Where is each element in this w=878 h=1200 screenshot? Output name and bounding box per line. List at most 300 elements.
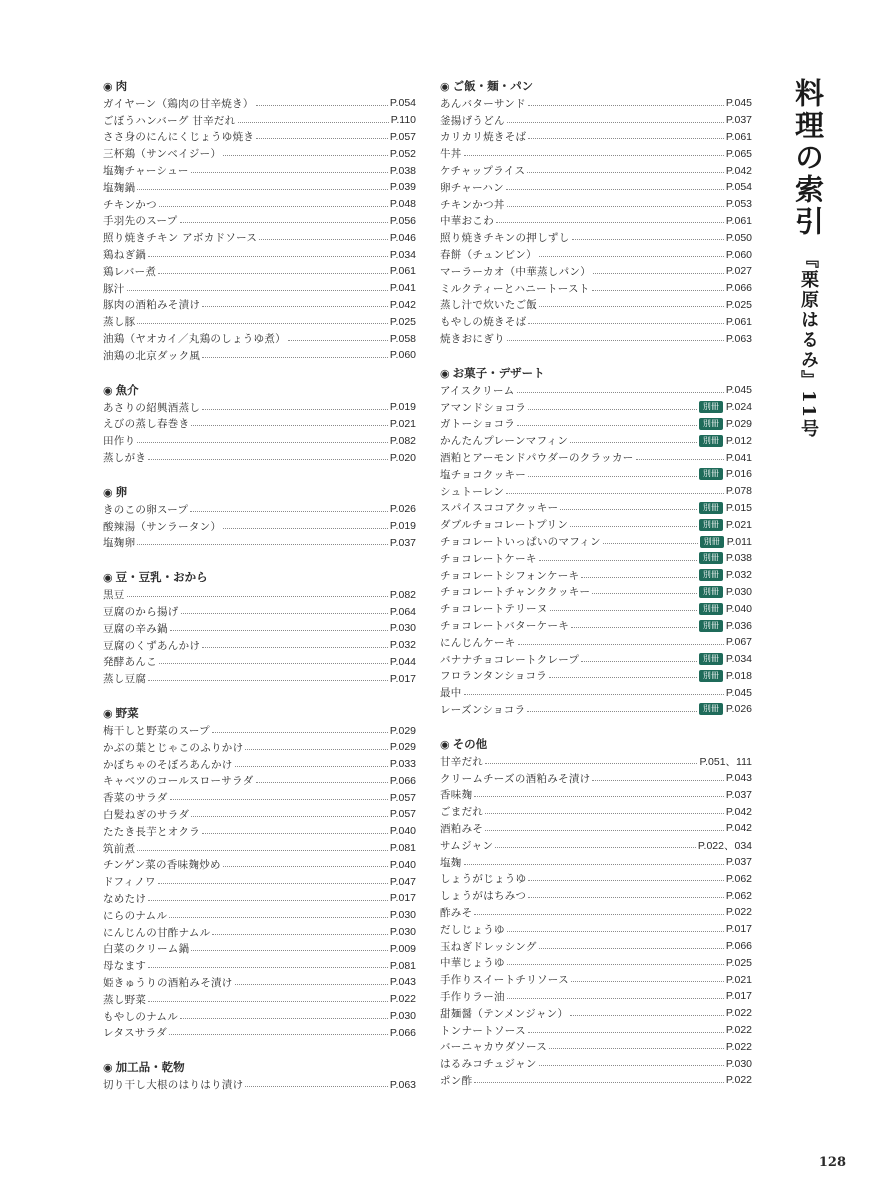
dot-leader [191,950,388,951]
supplement-badge: 別冊 [699,519,723,531]
page-ref: P.016 [725,468,752,481]
dot-leader [603,543,698,544]
dot-leader [235,766,388,767]
page-ref: P.040 [389,825,416,838]
page-ref: P.025 [389,315,416,328]
section-heading-label: ご飯・麺・パン [452,79,534,93]
recipe-name: 蒸し汁で炊いたご飯 [440,299,538,312]
dot-leader [474,1082,724,1083]
index-entry [440,263,752,280]
dot-leader [464,864,724,865]
page-ref: P.041 [725,451,752,464]
page-ref: P.038 [389,164,416,177]
dot-leader [592,290,724,291]
recipe-name: 中華おこわ [440,215,494,228]
index-entry [440,1038,752,1055]
page-ref: P.058 [389,332,416,345]
dot-leader [528,880,724,881]
recipe-name: 発酵あんこ [103,656,157,669]
recipe-name: 香味麹 [440,789,473,802]
recipe-name: 筑前煮 [103,842,136,855]
dot-leader [159,206,388,207]
dot-leader [592,780,723,781]
dot-leader [506,493,724,494]
recipe-name: ケチャップライス [440,165,526,178]
page-ref: P.061 [725,130,752,143]
page-ref: P.045 [725,384,752,397]
dot-leader [170,630,388,631]
section-heading [103,569,416,586]
index-entry [103,1024,416,1041]
index-entry [440,567,752,584]
recipe-name: 手作りラー油 [440,990,505,1003]
dot-leader [570,1015,724,1016]
dot-leader [137,189,388,190]
dot-leader [528,476,697,477]
recipe-name: 春餅（チュンビン） [440,249,537,262]
recipe-name: 豆腐のくずあんかけ [103,639,201,652]
supplement-badge: 別冊 [700,536,724,548]
page-ref: P.015 [725,501,752,514]
dot-leader [539,256,724,257]
dot-leader [539,306,724,307]
index-entry [103,246,416,263]
index-entry [440,954,752,971]
page-ref: P.054 [389,97,416,110]
dot-leader [202,306,388,307]
dot-leader [202,409,388,410]
section-heading [103,705,416,722]
index-entry [440,483,752,500]
recipe-name: 最中 [440,687,462,700]
index-entry [440,313,752,330]
recipe-name: 釜揚げうどん [440,114,505,127]
section-heading-label: 魚介 [115,382,139,397]
index-entry [103,974,416,991]
page-ref: P.036 [725,619,752,632]
recipe-name: 香菜のサラダ [103,792,168,805]
index-column-right [440,78,752,1107]
section-bullet-icon: ◉ [103,383,113,397]
recipe-name: ガイヤーン（鶏肉の甘辛焼き） [103,97,254,110]
dot-leader [235,984,388,985]
page-ref: P.042 [389,298,416,311]
page-ref: P.022 [725,1007,752,1020]
page-ref: P.063 [389,1078,416,1091]
page-ref: P.045 [725,97,752,110]
dot-leader [528,323,724,324]
supplement-badge: 別冊 [699,418,723,430]
page-ref: P.027 [725,265,752,278]
page-ref: P.018 [725,669,752,682]
dot-leader [592,593,697,594]
index-entry [440,280,752,297]
index-entry [103,95,416,112]
section-heading-label: その他 [452,736,488,751]
page-ref: P.022 [389,993,416,1006]
index-entry [440,516,752,533]
recipe-name: チョコレートシフォンケーキ [440,569,580,582]
section-bullet-icon: ◉ [103,707,113,721]
dot-leader [137,442,388,443]
recipe-name: 蒸し豆腐 [103,673,147,686]
recipe-name: あさりの紹興酒蒸し [103,401,201,414]
index-entry [440,229,752,246]
page-ref: P.057 [389,808,416,821]
recipe-name: 蒸し豚 [103,316,136,329]
dot-leader [550,610,697,611]
page-ref: P.065 [725,147,752,160]
index-entry [103,890,416,907]
recipe-name: 田作り [103,435,136,448]
section-heading-label: 加工品・乾物 [115,1060,185,1075]
recipe-name: 焼きおにぎり [440,333,505,346]
recipe-name: シュトーレン [440,485,505,498]
dot-leader [148,900,388,901]
dot-leader [570,442,697,443]
index-entry [440,634,752,651]
index-entry [440,246,752,263]
recipe-name: チョコレートいっぱいのマフィン [440,536,601,549]
page-ref: P.022 [725,1074,752,1087]
recipe-name: あんバターサンド [440,97,526,110]
dot-leader [464,694,724,695]
index-entry [440,416,752,433]
recipe-name: えびの蒸し春巻き [103,418,190,431]
page-ref: P.060 [389,349,416,362]
page-ref: P.042 [725,164,752,177]
index-section [440,365,752,718]
index-entry [440,1022,752,1039]
index-entry [103,722,416,739]
index-entry [440,399,752,416]
index-entry [103,1076,416,1093]
section-bullet-icon: ◉ [440,737,450,751]
index-entry [103,1008,416,1025]
section-bullet-icon: ◉ [103,1061,113,1075]
dot-leader [636,459,724,460]
recipe-name: 白菜のクリーム鍋 [103,943,190,956]
index-entry [103,586,416,603]
index-entry [440,297,752,314]
dot-leader [259,239,388,240]
supplement-badge: 別冊 [699,620,723,632]
recipe-name: 黒豆 [103,589,125,602]
recipe-name: 白髪ねぎのサラダ [103,808,190,821]
dot-leader [170,799,388,800]
index-section [103,705,416,1041]
page-ref: P.060 [725,248,752,261]
recipe-name: ガトーショコラ [440,418,516,431]
dot-leader [169,917,388,918]
index-entry [440,668,752,685]
recipe-name: ポン酢 [440,1074,473,1087]
dot-leader [485,763,697,764]
page-ref: P.053 [725,198,752,211]
page-ref: P.064 [389,605,416,618]
section-heading-label: 肉 [115,79,128,93]
index-section [103,78,416,364]
section-heading-label: 野菜 [115,706,139,721]
dot-leader [148,680,388,681]
index-entry [440,971,752,988]
dot-leader [474,914,724,915]
recipe-name: バナナチョコレートクレープ [440,653,580,666]
index-entry [440,1005,752,1022]
page-ref: P.081 [389,959,416,972]
page-ref: P.025 [725,298,752,311]
index-entry [440,432,752,449]
page-ref: P.034 [389,248,416,261]
page-subtitle: 『栗原はるみ』11号 [798,250,819,440]
section-bullet-icon: ◉ [103,485,113,499]
dot-leader [202,647,388,648]
dot-leader [572,239,724,240]
index-entry [103,991,416,1008]
recipe-name: にらのナムル [103,909,168,922]
recipe-name: カリカリ焼きそば [440,131,527,144]
index-entry [103,823,416,840]
recipe-name: かぼちゃのそぼろあんかけ [103,758,233,771]
recipe-name: マーラーカオ（中華蒸しパン） [440,265,591,278]
dot-leader [288,340,388,341]
page-ref: P.029 [725,417,752,430]
index-entry [440,330,752,347]
index-entry [103,940,416,957]
index-entry [103,263,416,280]
index-entry [440,95,752,112]
recipe-name: 牛丼 [440,148,462,161]
recipe-name: 酒粕みそ [440,822,484,835]
recipe-name: 中華じょうゆ [440,957,505,970]
index-entry [440,904,752,921]
index-entry [103,432,416,449]
index-entry [103,179,416,196]
index-entry [440,533,752,550]
dot-leader [181,613,388,614]
recipe-name: 塩麹鍋 [103,181,136,194]
dot-leader [593,273,724,274]
index-section [103,1059,416,1093]
index-entry [103,297,416,314]
index-entry [440,213,752,230]
page-ref: P.030 [725,1057,752,1070]
supplement-badge: 別冊 [699,653,723,665]
recipe-name: チョコレートチャンククッキー [440,586,591,599]
dot-leader [148,967,388,968]
recipe-name: フロランタンショコラ [440,670,548,683]
recipe-name: トンナートソース [440,1024,526,1037]
recipe-name: 豆腐のから揚げ [103,606,179,619]
page-ref: P.062 [725,889,752,902]
page-ref: P.057 [389,791,416,804]
index-entry [103,789,416,806]
dot-leader [223,528,388,529]
recipe-name: 卵チャーハン [440,181,504,194]
supplement-badge: 別冊 [699,569,723,581]
dot-leader [581,661,697,662]
index-entry [103,213,416,230]
index-entry [103,280,416,297]
page-ref: P.067 [725,636,752,649]
index-entry [103,603,416,620]
dot-leader [148,256,388,257]
dot-leader [202,357,388,358]
dot-leader [518,644,724,645]
page-ref: P.082 [389,588,416,601]
recipe-name: ミルクティーとハニートースト [440,282,590,295]
index-entry [103,739,416,756]
recipe-name: 豚汁 [103,282,125,295]
section-bullet-icon: ◉ [440,80,450,93]
page-ref: P.054 [725,181,752,194]
page-ref: P.066 [725,282,752,295]
dot-leader [190,511,388,512]
index-entry [103,773,416,790]
index-entry [440,837,752,854]
page-ref: P.044 [389,655,416,668]
index-entry [103,756,416,773]
dot-leader [180,1018,388,1019]
dot-leader [507,964,724,965]
index-entry [440,651,752,668]
dot-leader [581,577,697,578]
section-bullet-icon: ◉ [440,366,450,380]
dot-leader [527,172,724,173]
dot-leader [464,155,724,156]
section-heading [103,382,416,399]
page-ref: P.034 [725,653,752,666]
recipe-name: 塩チョコクッキー [440,468,527,481]
index-section [440,736,752,1089]
dot-leader [506,189,724,190]
index-entry [440,500,752,517]
recipe-name: サムジャン [440,839,494,852]
section-heading [440,736,752,753]
page-ref: P.066 [389,774,416,787]
page-ref: P.012 [725,434,752,447]
dot-leader [507,931,724,932]
dot-leader [223,866,388,867]
index-entry [440,870,752,887]
page-ref: P.030 [725,585,752,598]
recipe-name: バーニャカウダソース [440,1041,548,1054]
dot-leader [180,222,388,223]
page-ref: P.019 [389,401,416,414]
recipe-name: かぶの葉とじゃこのふりかけ [103,741,244,754]
recipe-name: クリームチーズの酒粕みそ漬け [440,772,591,785]
recipe-name: ドフィノワ [103,876,156,889]
dot-leader [223,155,388,156]
supplement-badge: 別冊 [699,468,723,480]
page-ref: P.017 [725,990,752,1003]
page-ref: P.030 [389,1010,416,1023]
recipe-name: チョコレートケーキ [440,552,537,565]
index-entry [103,313,416,330]
section-heading [103,78,416,95]
dot-leader [528,105,724,106]
dot-leader [191,425,388,426]
page-title: 料理の索引 [791,78,825,238]
index-section [103,484,416,551]
page-ref: P.043 [725,772,752,785]
page-ref: P.078 [725,485,752,498]
page-ref: P.066 [389,1026,416,1039]
dot-leader [571,981,724,982]
recipe-name: 切り干し大根のはりはり漬け [103,1079,244,1092]
dot-leader [517,392,724,393]
dot-leader [474,796,724,797]
recipe-name: チキンかつ [103,198,157,211]
index-entry [440,1055,752,1072]
index-section [103,382,416,466]
dot-leader [245,1086,388,1087]
recipe-name: チョコレートバターケーキ [440,620,570,632]
dot-leader [496,222,724,223]
index-entry [440,786,752,803]
dot-leader [539,948,724,949]
page-ref: P.017 [725,923,752,936]
dot-leader [495,847,696,848]
recipe-name: もやしの焼きそば [440,316,527,329]
page-ref: P.024 [725,401,752,414]
page-ref: P.081 [389,842,416,855]
index-entry [103,449,416,466]
dot-leader [528,897,724,898]
page-ref: P.022 [725,1040,752,1053]
page-ref: P.045 [725,686,752,699]
dot-leader [527,711,697,712]
page-ref: P.022、034 [697,839,752,852]
section-heading [440,365,752,382]
page-ref: P.061 [725,315,752,328]
index-entry [103,129,416,146]
dot-leader [517,425,697,426]
index-entry [103,399,416,416]
recipe-name: アイスクリーム [440,384,515,397]
recipe-name: 塩麹チャーシュー [103,165,189,178]
page-ref: P.040 [389,858,416,871]
index-entry [103,924,416,941]
page-ref: P.042 [725,822,752,835]
index-entry [440,449,752,466]
supplement-badge: 別冊 [699,603,723,615]
dot-leader [485,813,724,814]
section-heading [440,78,752,95]
page-ref: P.040 [725,602,752,615]
page-ref: P.037 [389,536,416,549]
dot-leader [169,1034,388,1035]
page-ref: P.017 [389,672,416,685]
index-section [440,78,752,347]
index-entry [440,921,752,938]
recipe-name: ささ身のにんにくじょうゆ焼き [103,131,255,144]
dot-leader [256,105,388,106]
dot-leader [539,560,697,561]
page-ref: P.032 [725,569,752,582]
dot-leader [507,340,724,341]
page-ref: P.050 [725,231,752,244]
recipe-name: だしじょうゆ [440,923,505,936]
supplement-badge: 別冊 [699,670,723,682]
recipe-name: 酸辣湯（サンラータン） [103,520,222,533]
page-ref: P.020 [389,451,416,464]
dot-leader [245,749,388,750]
page-ref: P.066 [725,940,752,953]
recipe-name: 照り焼きチキンの押しずし [440,232,570,245]
recipe-name: 蒸し野菜 [103,993,147,1006]
index-entry [103,416,416,433]
